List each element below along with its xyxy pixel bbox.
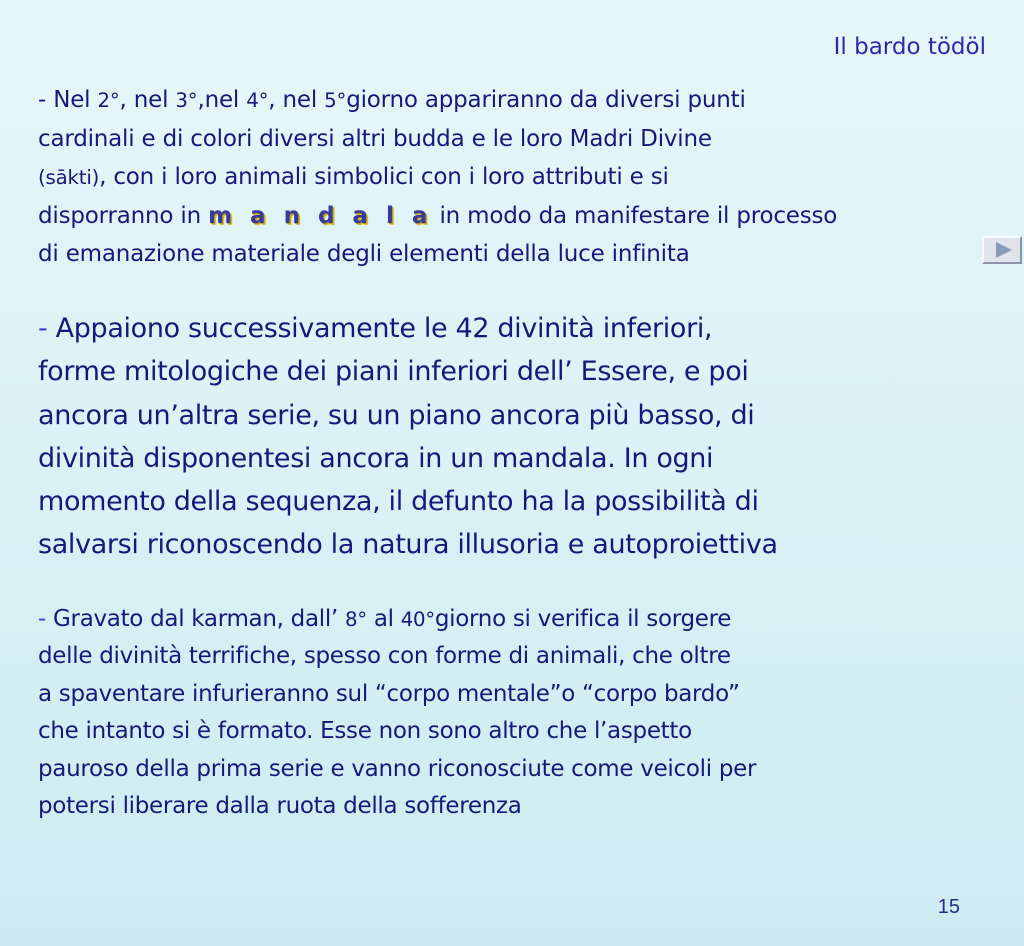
paragraph-1 (38, 81, 837, 273)
paragraph-3-line-4: che intanto si è formato. Esse non sono altro che l’aspetto (38, 718, 692, 745)
paragraph-3-line-3: a spaventare infurieranno sul “corpo mentale”o “corpo bardo” (38, 680, 740, 707)
paragraph-2-line-6: salvarsi riconoscendo la natura illusoria e autoproiettiva (38, 529, 778, 561)
paragraph-3-line-2: delle divinità terrifiche, spesso con forme di animali, che oltre (38, 643, 731, 670)
bullet-dash: - (38, 313, 56, 344)
sakti-term: (sākti) (38, 166, 100, 189)
paragraph-3-line-5: pauroso della prima serie e vanno riconosciute come veicoli per (38, 755, 757, 782)
paragraph-2-line-5: momento della sequenza, il defunto ha la possibilità di (38, 486, 759, 518)
mandala-word: m a n d a l a (208, 203, 433, 229)
next-slide-button[interactable] (982, 236, 1022, 264)
paragraph-1-line-3: (sākti), con i loro animali simbolici con i loro attributi e si (38, 164, 669, 190)
paragraph-2-line-2: forme mitologiche dei piani inferiori dell’ Essere, e poi (38, 356, 749, 388)
paragraph-2-line-4: divinità disponentesi ancora in un mandala. In ogni (38, 442, 714, 474)
paragraph-3-line-1: - Gravato dal karman, dall’ 8° al 40°giorno si verifica il sorgere (38, 606, 732, 632)
paragraph-1-line-2: cardinali e di colori diversi altri budda e le loro Madri Divine (38, 126, 712, 152)
paragraph-1-line-4: disporranno in m a n d a l a in modo da manifestare il processo (38, 203, 838, 229)
paragraph-3 (38, 601, 756, 825)
play-arrow-icon (996, 242, 1012, 258)
paragraph-3-line-6: potersi liberare dalla ruota della sofferenza (38, 793, 522, 820)
paragraph-1-line-1: - Nel 2°, nel 3°,nel 4°, nel 5°giorno appariranno da diversi punti (38, 87, 746, 113)
page-number: 15 (937, 896, 960, 918)
slide-title: Il bardo tödöl (833, 34, 986, 60)
paragraph-2-line-1: - Appaiono successivamente le 42 divinità inferiori, (38, 313, 713, 344)
paragraph-1-line-5: di emanazione materiale degli elementi della luce infinita (38, 241, 690, 267)
paragraph-2-line-3: ancora un’altra serie, su un piano ancora più basso, di (38, 399, 755, 431)
bullet-dash: - (38, 606, 54, 632)
paragraph-2 (38, 307, 778, 567)
